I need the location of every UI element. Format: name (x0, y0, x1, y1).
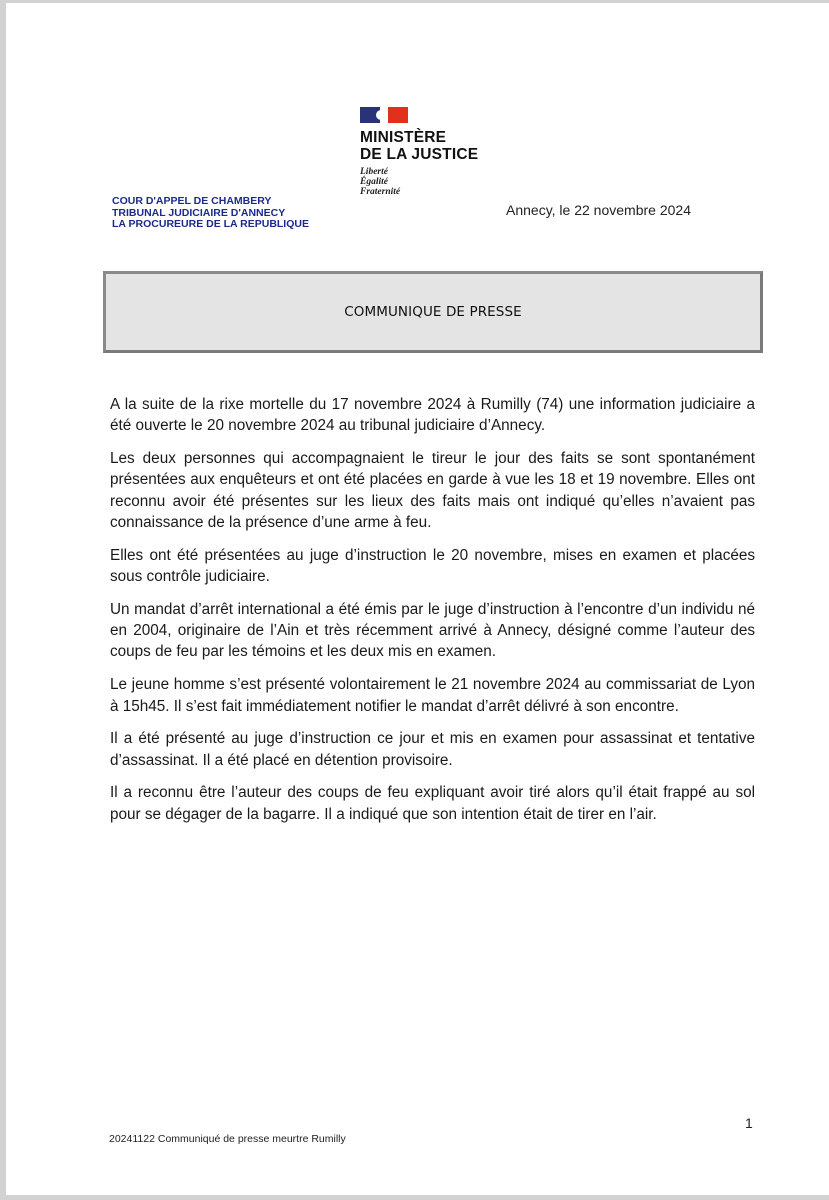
court-line: LA PROCUREURE DE LA REPUBLIQUE (112, 218, 309, 230)
marianne-flag-icon (360, 107, 408, 123)
document-body (110, 394, 755, 837)
paragraph: Le jeune homme s’est présenté volontairement le 21 novembre 2024 au commissariat de Lyon à 15h45. Il s’est fait immédiatement notifier le mandat d’arrêt délivré à son encontre. (110, 676, 755, 715)
document-title: COMMUNIQUE DE PRESSE (344, 304, 522, 320)
ministry-logo (360, 107, 478, 197)
court-header (112, 196, 309, 231)
paragraph: Les deux personnes qui accompagnaient le tireur le jour des faits se sont spontanément présentées aux enquêteurs et ont été placées en garde à vue les 18 et 19 novembre. Elles ont reconnu avoir été présentes sur les lieux des faits mais ont indiqué qu’elles n’avaient pas connaissance de la présence d’une arme à feu. (110, 450, 755, 531)
court-line: TRIBUNAL JUDICIAIRE D'ANNECY (112, 206, 286, 219)
page-number: 1 (745, 1115, 753, 1131)
republic-motto: Liberté Égalité Fraternité (360, 167, 401, 197)
ministry-name: MINISTÈRE DE LA JUSTICE (360, 129, 479, 163)
paragraph: Il a été présenté au juge d’instruction ce jour et mis en examen pour assassinat et tentative d’assassinat. Il a été placé en détention provisoire. (110, 730, 755, 769)
court-line: COUR D'APPEL DE CHAMBERY (112, 195, 272, 207)
footer-filename: 20241122 Communiqué de presse meurtre Rumilly (109, 1133, 346, 1145)
document-page (6, 3, 829, 1195)
paragraph: Un mandat d’arrêt international a été émis par le juge d’instruction à l’encontre d’un individu né en 2004, originaire de l’Ain et très récemment arrivé à Annecy, désigné comme l’auteur des coups de feu par les témoins et les deux mis en examen. (110, 600, 755, 661)
title-box (103, 271, 763, 353)
place-date: Annecy, le 22 novembre 2024 (506, 202, 691, 218)
paragraph: A la suite de la rixe mortelle du 17 novembre 2024 à Rumilly (74) une information judiciaire a été ouverte le 20 novembre 2024 au tribunal judiciaire d’Annecy. (110, 396, 755, 435)
paragraph: Elles ont été présentées au juge d’instruction le 20 novembre, mises en examen et placées sous contrôle judiciaire. (110, 546, 755, 586)
paragraph: Il a reconnu être l’auteur des coups de feu expliquant avoir tiré alors qu’il était frappé au sol pour se dégager de la bagarre. Il a indiqué que son intention était de tirer en l’air. (110, 784, 755, 823)
